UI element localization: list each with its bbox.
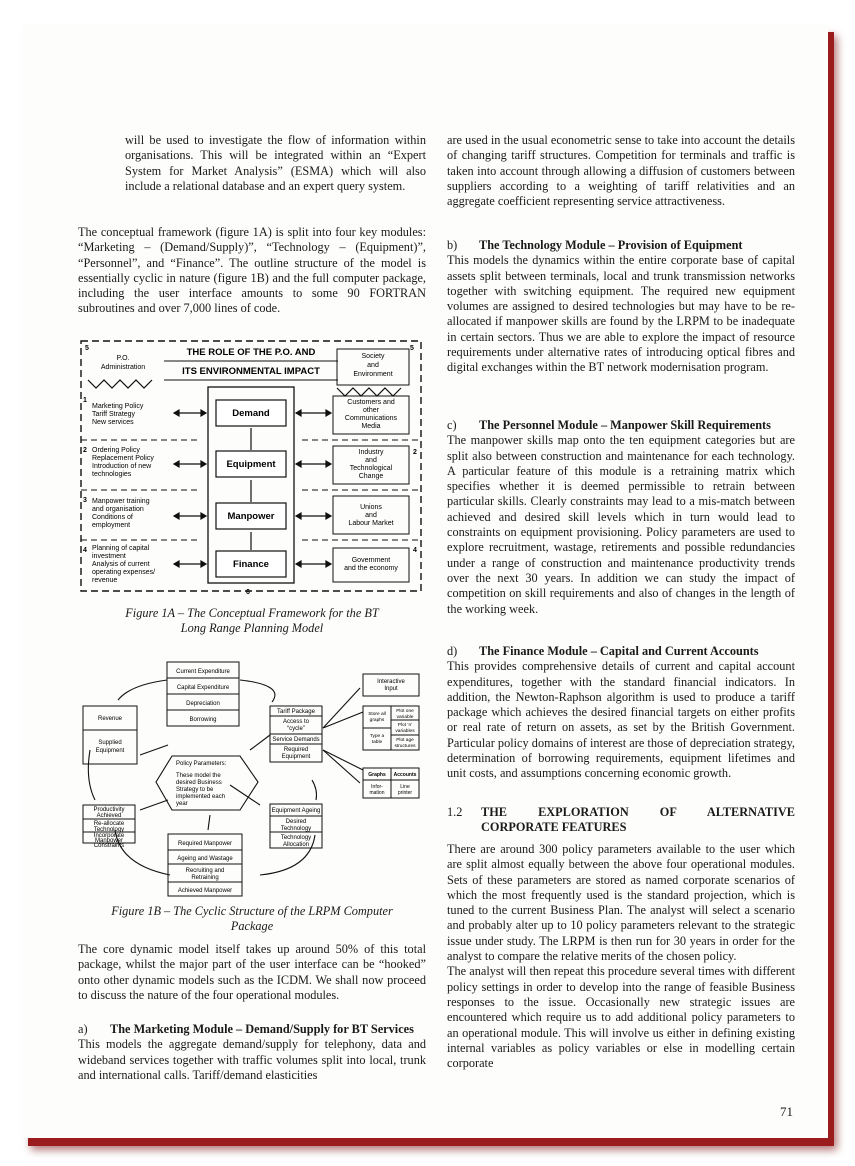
fig1a-tag-5-right: 5 [410,345,414,352]
figure-1a-caption: Figure 1A – The Conceptual Framework for the BT Long Range Planning Model [125,606,379,635]
fig1b-grid1-d2: variables [395,729,415,734]
fig1b-ageing-3: Technology [280,826,312,832]
fig1b-left-3: Equipment [95,748,125,754]
fig1a-row1-right-3: Communications [344,415,398,422]
section-1-2-number: 1.2 [447,805,463,819]
fig1b-policy-5: implemented each [176,794,226,800]
fig1b-top-3: Depreciation [186,701,220,707]
conceptual-framework-paragraph: The conceptual framework (figure 1A) is split into four key modules: “Marketing – (Demand/Supply)”, “Technology – (Equipment)”, “Personnel”, and “Finance”. The outline structure of the model is essentially cyclic in nature (figure 1B) and the full computer package, including the user interface amounts to some 90 FORTRAN subroutines and over 7,000 lines of code. [78,225,426,316]
figure-1b-caption: Figure 1B – The Cyclic Structure of the LRPM Computer Package [111,904,393,933]
fig1b-tariff-2: Access to [282,719,310,725]
fig1b-grid2-line2: printer [397,790,413,796]
fig1b-grid1-a2: graphs [369,718,385,723]
fig1b-top-1: Current Expenditure [176,669,230,675]
fig1a-row4-left-3: Analysis of current [92,561,150,568]
section-b-label: b) [447,238,458,252]
fig1b-manpower-1: Required Manpower [177,841,233,847]
fig1b-tariff-5: Required [283,747,309,753]
section-1-2-title-2: CORPORATE FEATURES [481,820,627,835]
fig1a-row2-right-3: Technological [349,465,393,472]
fig1a-finance: Finance [233,559,269,570]
fig1b-grid2-line1: Line [400,784,410,790]
fig1b-grid1-e2: structures [394,744,416,749]
fig1a-row1-right-1: Customers and [347,399,395,406]
fig1b-grid1-c2: table [371,740,383,745]
section-c-title: The Personnel Module – Manpower Skill Requirements [479,418,771,432]
fig1b-policy-3: desired Business [176,780,222,786]
fig1a-row3-right-3: Labour Market [348,520,394,527]
fig1b-grid2-info2: mation [369,790,385,796]
fig1b-tariff-4: Service Demands [272,737,320,743]
section-b-body: This models the dynamics within the entire corporate base of capital assets split between terminals, local and trunk transmission networks together with switching equipment. The required new equipment volumes are assigned to desired technologies but may have to be re-allocated if manpower skills are found by the LRPM to be inadequate in certain sectors. Thus we are able to explore the impact of resource requirements under alternative rates of introducing optical fibres and digital exchanges within the BT network modernisation program. [447,253,795,375]
section-1-2-title-1: THE EXPLORATION OF ALTERNATIVE [481,805,795,819]
fig1a-row3-left-3: Conditions of [92,514,133,521]
fig1a-row3-left-4: employment [92,522,131,529]
fig1b-manpower-4: Retraining [191,875,219,881]
section-1-2-body: There are around 300 policy parameters available to the user which are split almost equally between the above four operational modules. Sets of these parameters are stored as named corporate scenarios of which the most frequently used is the standard projection, which is tuned to the current Business Plan. The analyst will select a scenario and probably alter up to 10 policy parameters relevant to the strategic issue under study. The LRPM is then run for 30 years in order for the analyst to compare the relative merits of the chosen policy. The analyst will then repeat this procedure several times with different policy settings in order to develop into the range of feasible Business responses to the issue. Occasionally new strategic issues are encountered which require us to add additional policy parameters to an operational module. This will involve us either in defining existing internal variables as policy variables or else in modelling certain corporate [447,842,795,1071]
fig1a-row3-left-2: and organisation [92,506,144,513]
fig1a-row2-left-4: technologies [92,471,132,478]
fig1a-left-head-1: P.O. [116,355,130,362]
fig1a-row1-right-4: Media [361,423,381,430]
fig1a-row4-left-1: Planning of capital [92,545,150,552]
fig1a-row3-right-2: and [365,512,377,519]
fig1b-grid2-graphs: Graphs [368,772,386,778]
fig1a-row3-num: 3 [83,497,87,504]
fig1b-grid1-e1: Plot age [396,738,414,743]
figure-1b-diagram [80,660,424,898]
fig1b-ageing-2: Desired [285,819,307,825]
fig1a-equipment: Equipment [226,459,276,470]
fig1a-row3-right-1: Unions [360,504,382,511]
fig1a-row1-right-2: other [363,407,379,414]
fig1b-policy-6: year [176,801,188,807]
fig1b-ageing-1: Equipment Ageing [271,808,321,814]
section-a [78,1022,426,1083]
section-a-label: a) [78,1022,88,1036]
fig1a-row4-left-5: revenue [92,577,118,584]
fig1a-row1-left-2: Tariff Strategy [92,411,136,418]
fig1b-grid1-b2: variable [396,715,414,720]
fig1a-row4-left-2: investment [92,553,126,560]
section-b [447,238,795,376]
fig1b-prod-1: Productivity [93,807,125,813]
right-continuation: are used in the usual econometric sense to take into account the details of changing tariff structures. Competition for terminals and traffic is taken into account through allowing a diffusion of customers between suppliers according to a weighting of tariff relativities and an aggregate coefficient representing service attractiveness. [447,133,795,209]
fig1b-policy-2: These model the [176,773,221,779]
fig1b-tariff-6: Equipment [281,754,311,760]
fig1b-left-1: Revenue [97,716,123,722]
fig1b-prod-6: Manpower [94,838,124,844]
fig1a-row3-left-1: Manpower training [92,498,150,505]
fig1a-right-head-3: Environment [353,371,393,378]
fig1a-row4-right-1: Government [351,557,391,564]
fig1b-left-2: Supplied [98,740,122,746]
fig1a-row2-left-3: Introduction of new [92,463,152,470]
fig1a-row2-right-2: and [365,457,377,464]
fig1a-row2-left-2: Replacement Policy [92,455,154,462]
fig1b-ageing-5: Allocation [282,842,310,848]
fig1a-row1-num: 1 [83,397,87,404]
core-model-paragraph: The core dynamic model itself takes up around 50% of this total package, whilst the major part of the user interface can be “hooked” onto other dynamic models such as the ICDM. We shall now proceed to discuss the nature of the four operational modules. [78,942,426,1002]
fig1b-grid1-d1: Plot ‘n’ [397,723,413,728]
fig1a-row4-right-2: and the economy [344,565,398,572]
fig1b-grid2-info1: Infor- [371,784,383,790]
section-c-label: c) [447,418,457,432]
section-d [447,644,795,782]
fig1b-top-2: Capital Expenditure [176,685,230,691]
fig1a-title-2: ITS ENVIRONMENTAL IMPACT [182,366,320,377]
fig1b-tariff-1: Tariff Package [277,709,315,715]
fig1b-manpower-5: Achieved Manpower [177,888,233,894]
intro-continuation: will be used to investigate the flow of information within organisations. This will be integrated within an “Expert System for Market Analysis” (ESMA) which will also include a relational database and an expert query system. [125,133,426,193]
fig1b-grid1-b1: Plot one [396,709,414,714]
fig1a-row4-num: 4 [83,547,87,554]
fig1a-title-1: THE ROLE OF THE P.O. AND [186,347,316,358]
section-c-body: The manpower skills map onto the ten equipment categories but are split also between construction and maintenance for each technology. A particular feature of this module is a retraining matrix which specifies whether it is deemed permissible to retrain between particular skills. Clearly constraints may lead to a mis-match between achieved and desired skill levels which in turn would lead to constraints on equipment provisioning. Policy parameters are used to explore recruitment, wastage, retirements and possible redundancies under a range of construction and maintenance productivity trends over the next 30 years. In addition we can study the impact of competition on skill requirements and also of changes in the length of the working week. [447,433,795,616]
section-a-body: This models the aggregate demand/supply for telephony, data and wideband services together with traffic volumes split into local, trunk and international calls. Tariff/demand elasticities [78,1037,426,1082]
fig1b-prod-3: Re-allocate [93,821,125,827]
fig1a-row4-left-4: operating expenses/ [92,569,156,576]
fig1a-row2-num-right: 2 [413,449,417,456]
fig1b-prod-2: Achieved [96,813,122,819]
fig1a-right-head-1: Society [361,353,385,360]
fig1b-policy-4: Strategy to be [176,787,214,793]
section-1-2-heading [447,805,795,836]
fig1b-grid1-c1: Type a [369,734,385,739]
fig1b-manpower-2: Ageing and Wastage [177,856,233,862]
fig1b-grid2-accounts: Accounts [393,772,417,778]
fig1a-right-head-2: and [367,362,379,369]
fig1a-row1-left-3: New services [92,419,134,426]
page-number: 71 [780,1104,793,1119]
fig1b-prod-5: Incorporate [93,833,125,839]
fig1b-policy-1: Policy Parameters: [176,761,227,767]
fig1a-manpower: Manpower [227,511,275,522]
fig1b-manpower-3: Recruiting and [185,868,225,874]
fig1a-row4-num-right: 4 [413,547,417,554]
figure-1a-diagram [80,340,422,598]
fig1a-row2-num: 2 [83,447,87,454]
fig1b-prod-7: Constraints [93,843,125,849]
fig1a-row2-right-4: Change [358,473,384,480]
fig1a-tag-6: 6 [246,589,250,596]
left-intro-paragraph [78,133,426,194]
fig1a-left-head-2: Administration [100,364,146,371]
fig1a-row1-left-1: Marketing Policy [92,403,144,410]
section-d-body: This provides comprehensive details of current and capital account expenditures, together with the standard financial indicators. In addition, the Newton-Raphson algorithm is used to produce a tariff package which achieves the desired financial targets on either profits or real rate of return on assets, as set by the British Government. Particular policy domains of interest are those of depreciation strategy, determination of borrowing requirements, equipment lifetimes and unit costs, and assumptions concerning economic growth. [447,659,795,781]
fig1b-top-4: Borrowing [189,717,217,723]
fig1b-interactive-1: Interactive [377,679,405,685]
fig1a-tag-5-left: 5 [85,345,89,352]
fig1a-row2-left-1: Ordering Policy [92,447,140,454]
fig1b-grid1-a1: Store all [368,712,386,717]
fig1b-prod-4: Technology [93,827,125,833]
fig1b-interactive-2: Input [384,686,398,692]
section-d-title: The Finance Module – Capital and Current Accounts [479,644,759,658]
fig1b-ageing-4: Technology [280,835,312,841]
section-c [447,418,795,617]
section-a-title: The Marketing Module – Demand/Supply for BT Services [110,1022,414,1036]
section-d-label: d) [447,644,458,658]
fig1a-row2-right-1: Industry [358,449,384,456]
fig1a-demand: Demand [232,408,270,419]
fig1b-tariff-3: “cycle” [287,726,305,732]
section-b-title: The Technology Module – Provision of Equipment [479,238,743,252]
